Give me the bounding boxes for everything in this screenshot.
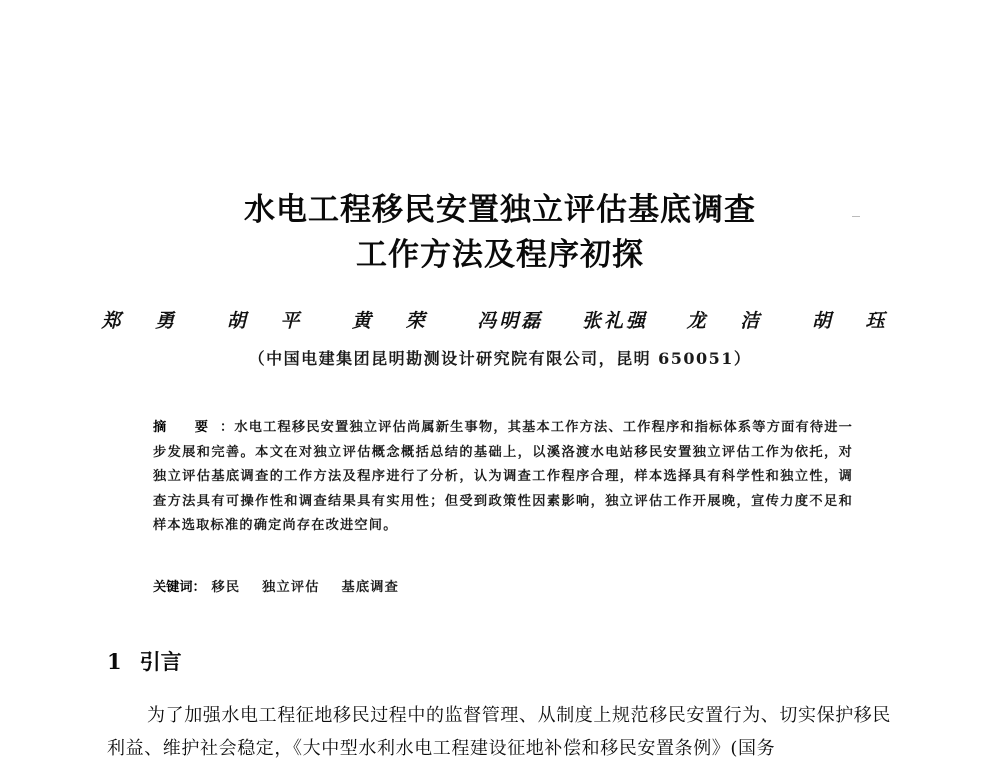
keyword: 独立评估	[262, 580, 320, 595]
affiliation: （中国电建集团昆明勘测设计研究院有限公司，昆明 650051）	[248, 349, 752, 368]
abstract-text: ：水电工程移民安置独立评估尚属新生事物，其基本工作方法、工作程序和指标体系等方面有待进一步发展和完善。本文在对独立评估概念概括总结的基础上，以溪洛渡水电站移民安置独立评估工作为依托，对独立评估基底调查的工作方法及程序进行了分析，认为调查工作程序合理，样本选择具有科学性和独立性，调查方法具有可操作性和调查结果具有实用性；但受到政策性因素影响，独立评估工作开展晚，宣传力度不足和样本选取标准的确定尚存在改进空间。	[153, 420, 854, 533]
author: 冯明磊	[477, 310, 544, 332]
author: 胡 珏	[811, 310, 899, 332]
paper-title-line-1: 水电工程移民安置独立评估基底调查	[244, 192, 756, 228]
author: 胡 平	[226, 310, 314, 332]
abstract-label: 摘 要	[153, 420, 220, 435]
keyword: 移民	[211, 580, 241, 595]
author: 龙 洁	[686, 310, 774, 332]
keywords-label: 关键词：	[153, 580, 206, 595]
section-heading	[107, 646, 182, 676]
author: 黄 荣	[352, 310, 439, 332]
section-number: 1	[107, 649, 122, 674]
keywords	[153, 576, 853, 595]
paragraph: 为了加强水电工程征地移民过程中的监督管理、从制度上规范移民安置行为、切实保护移民利益、维护社会稳定，《大中型水利水电工程建设征地补偿和移民安置条例》(国务	[107, 705, 891, 759]
section-title: 引言	[139, 650, 182, 674]
abstract	[153, 416, 853, 539]
author: 张礼强	[581, 310, 648, 332]
paper-title-line-2: 工作方法及程序初探	[356, 237, 644, 273]
scan-mark	[852, 216, 860, 217]
author: 郑 勇	[101, 310, 189, 332]
body-text	[107, 699, 897, 765]
keyword: 基底调查	[341, 580, 400, 595]
author-list	[0, 306, 1000, 333]
